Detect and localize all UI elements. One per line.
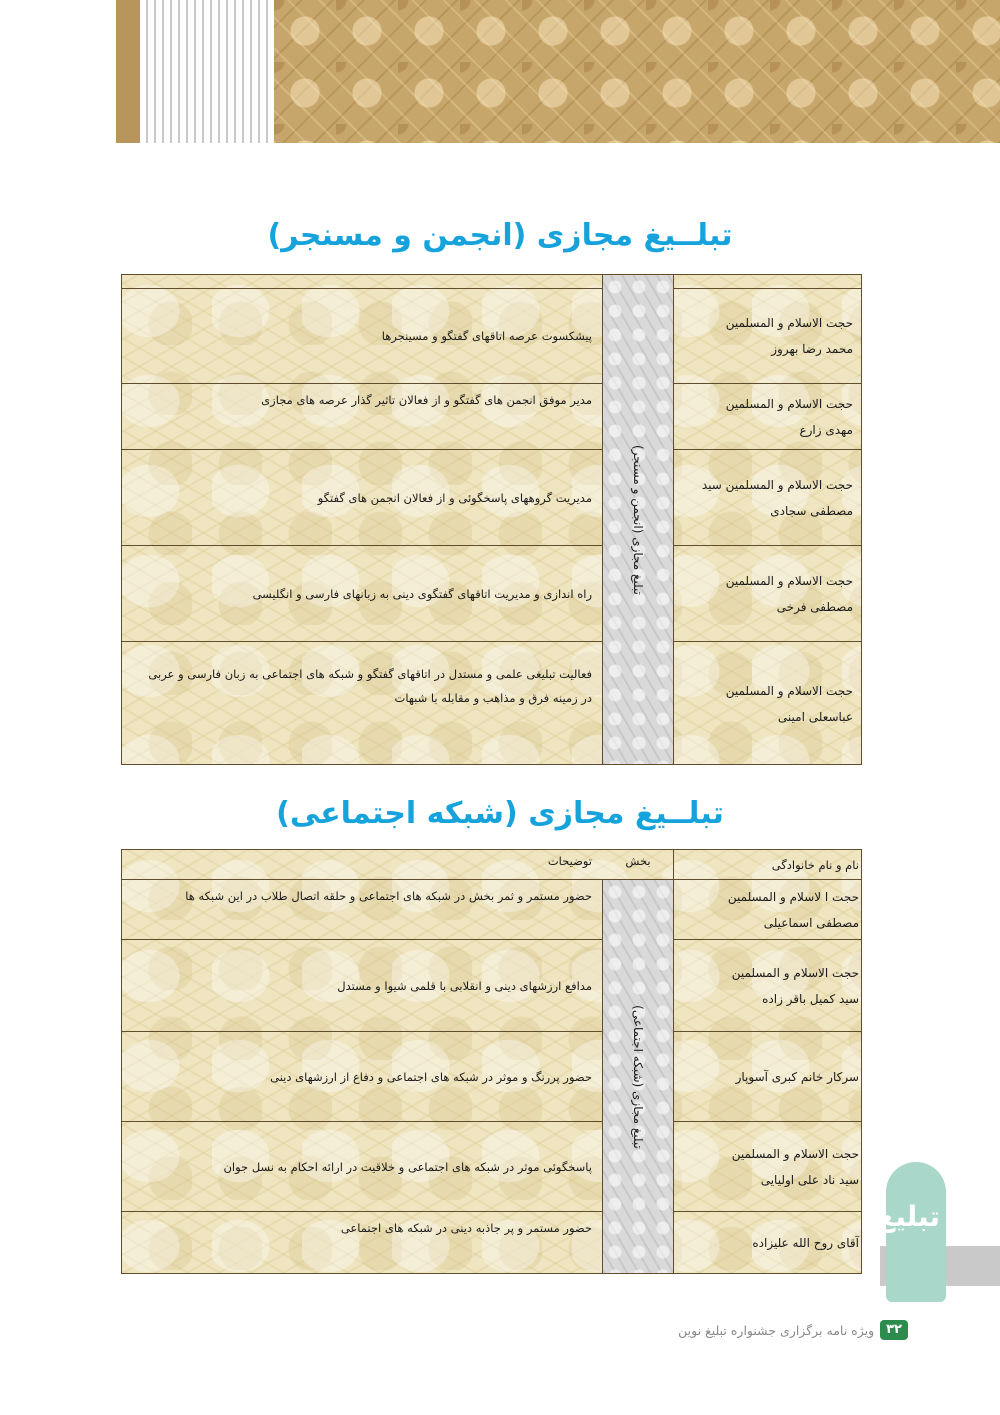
table-header-cut: [122, 275, 861, 289]
row-name-line1: حجت الاسلام و المسلمین: [725, 396, 853, 411]
page-footer: [678, 1319, 908, 1341]
header-pattern: [274, 0, 1000, 143]
row-name-line2: محمد رضا بهروز: [771, 342, 853, 356]
row-name-line2: مصطفی اسماعیلی: [763, 915, 859, 930]
row-name-line2: مصطفی سجادی: [770, 503, 853, 518]
row-name-line1: حجت الاسلام و المسلمین: [725, 316, 853, 330]
row-desc: حضور مستمر و پر جاذبه دینی در شبکه های اجتماعی: [340, 1221, 592, 1235]
row-name-line2: مصطفی فرخی: [776, 599, 853, 614]
row-name-line1: حجت الاسلام و المسلمین: [725, 573, 853, 588]
page-number: ۳۲: [880, 1320, 908, 1340]
table-row: [122, 546, 861, 642]
table-header-row: [122, 850, 861, 880]
row-desc: مدیر موفق انجمن های گفتگو و از فعالان تاثیر گذار عرصه های مجازی: [261, 393, 592, 407]
section2-category-cell: [602, 880, 674, 1273]
table-row: [122, 450, 861, 546]
row-name-line2: مهدی زارع: [799, 422, 853, 437]
section2-title: تبلــیغ مجازی (شبکه اجتماعی): [276, 796, 724, 831]
header-name: نام و نام خانوادگی: [771, 857, 859, 872]
row-desc: مدافع ارزشهای دینی و انقلابی با قلمی شیوا و مستدل: [337, 978, 592, 993]
table-row: [122, 880, 861, 940]
row-desc: مدیریت گروههای پاسخگوئی و از فعالان انجمن های گفتگو: [317, 490, 592, 505]
table-row: [122, 642, 861, 765]
side-tab: [876, 1162, 1000, 1302]
table-row: [122, 384, 861, 450]
section2-table: [121, 849, 862, 1274]
header-desc: توضیحات: [547, 854, 592, 868]
row-name-line1: حجت الاسلام و المسلمین: [725, 683, 853, 698]
row-name-line1: حجت الاسلام و المسلمین: [731, 1146, 859, 1161]
row-desc: حضور پررنگ و موثر در شبکه های اجتماعی و دفاع از ارزشهای دینی: [270, 1069, 592, 1084]
table-row: [122, 1122, 861, 1212]
row-name-line1: سرکار خانم کبری آسوپار: [735, 1069, 859, 1084]
header-section: بخش: [625, 854, 651, 868]
row-desc: راه اندازی و مدیریت اتاقهای گفتگوی دینی به زبانهای فارسی و انگلیسی: [252, 586, 592, 601]
header-stripes: [140, 0, 274, 143]
section1-category-label: تبلیغ مجازی (انجمن و مسنجر): [631, 444, 645, 595]
row-desc: پاسخگوئی موثر در شبکه های اجتماعی و خلاقیت در ارائه احکام به نسل جوان: [223, 1159, 592, 1174]
section1-category-cell: [602, 275, 674, 764]
row-name-line2: سید کمیل باقر زاده: [762, 991, 859, 1006]
row-name-line1: حجت ا لاسلام و المسلمین: [727, 889, 859, 904]
brand-logo: تبلیغ: [876, 1200, 940, 1233]
section1-table: [121, 274, 862, 765]
row-desc: حضور مستمر و ثمر بخش در شبکه های اجتماعی و حلقه اتصال طلاب در این شبکه ها: [185, 889, 592, 903]
header-gold-strip: [116, 0, 140, 143]
row-name-line1: آقای روح الله علیزاده: [752, 1236, 859, 1250]
row-name-line2: سید ناد علی اولیایی: [760, 1172, 859, 1187]
row-desc: پیشکسوت عرصه اتاقهای گفتگو و مسینجرها: [381, 329, 592, 343]
row-name-line2: عباسعلی امینی: [777, 709, 853, 724]
row-desc: فعالیت تبلیغی علمی و مستدل در اتاقهای گفتگو و شبکه های اجتماعی به زبان فارسی و عربی در زمینه فرق و مذاهب و مقابله با شبهات: [148, 667, 592, 705]
table-row: [122, 1032, 861, 1122]
row-name-line1: حجت الاسلام و المسلمین سید: [701, 477, 853, 492]
section1-title: تبلــیغ مجازی (انجمن و مسنجر): [267, 218, 733, 253]
table-row: [122, 289, 861, 384]
footer-text: ویژه نامه برگزاری جشنواره تبلیغ نوین: [678, 1322, 875, 1338]
row-name-line1: حجت الاسلام و المسلمین: [731, 965, 859, 980]
section2-category-label: تبلیغ مجازی (شبکه اجتماعی): [631, 1004, 645, 1149]
table-row: [122, 940, 861, 1032]
table-row: [122, 1212, 861, 1274]
